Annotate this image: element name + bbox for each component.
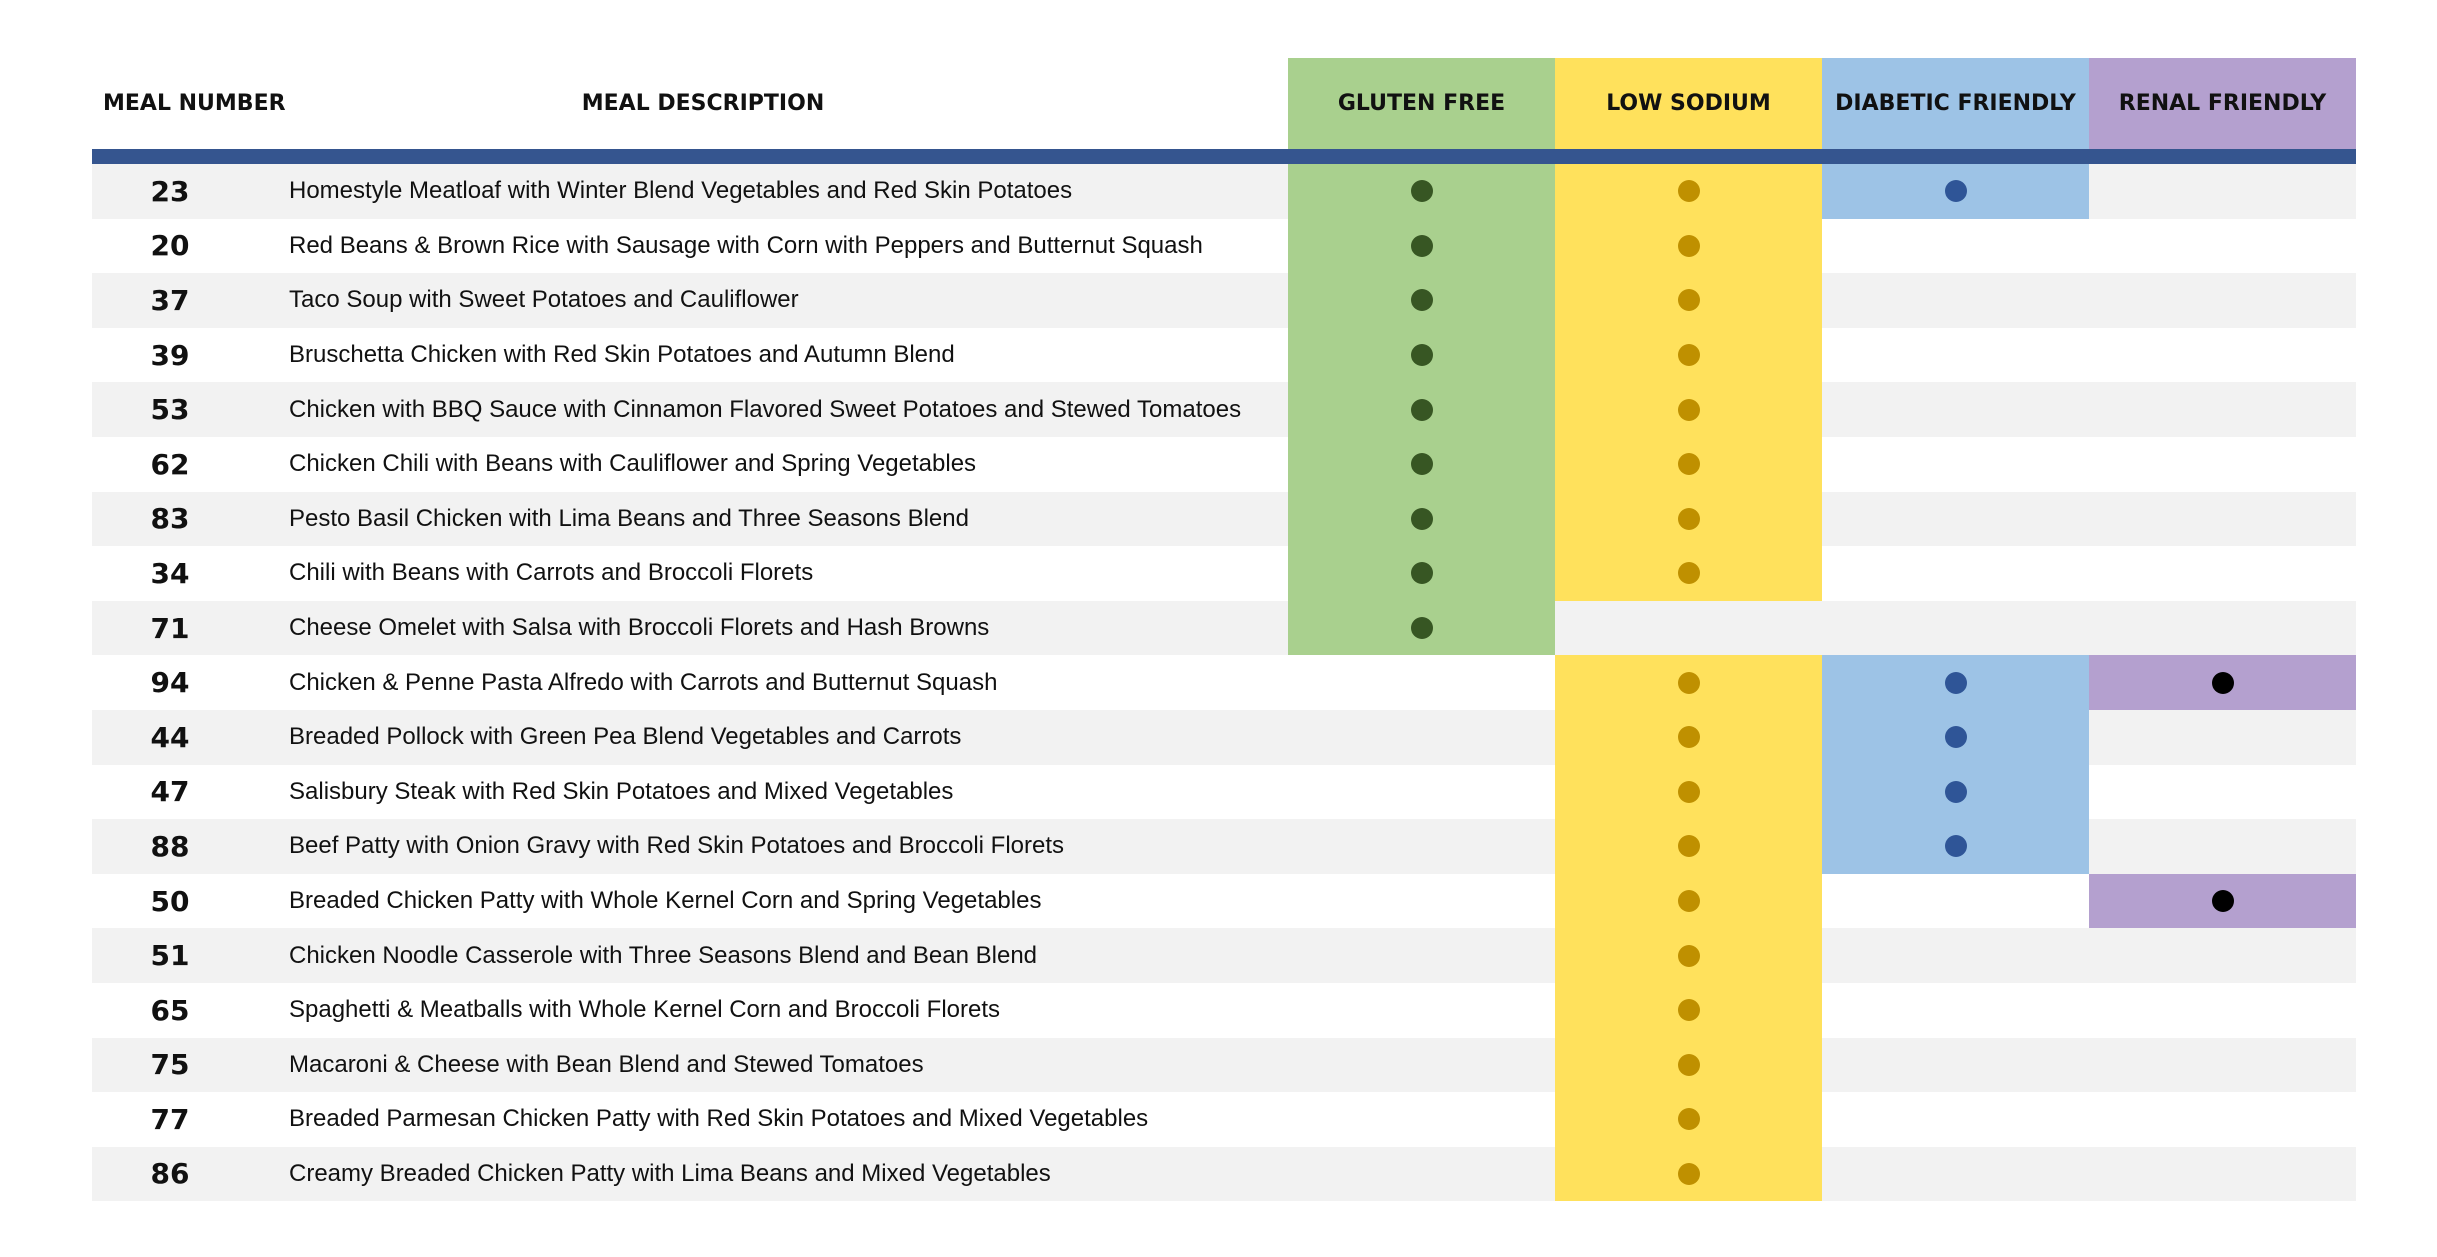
gluten-free-dot-icon <box>1411 508 1433 530</box>
table-header <box>92 58 2356 157</box>
diabetic-friendly-cell <box>1822 219 2089 274</box>
meal-description: Chicken with BBQ Sauce with Cinnamon Flavored Sweet Potatoes and Stewed Tomatoes <box>288 382 1288 437</box>
low-sodium-dot-icon <box>1678 289 1700 311</box>
low-sodium-cell <box>1555 546 1822 601</box>
renal-friendly-cell <box>2089 157 2356 219</box>
meal-description: Chicken Noodle Casserole with Three Seasons Blend and Bean Blend <box>288 928 1288 983</box>
renal-friendly-cell <box>2089 219 2356 274</box>
low-sodium-cell <box>1555 710 1822 765</box>
renal-friendly-cell <box>2089 546 2356 601</box>
meal-number: 75 <box>92 1038 288 1093</box>
low-sodium-dot-icon <box>1678 1163 1700 1185</box>
gluten-free-cell <box>1288 492 1555 547</box>
low-sodium-cell <box>1555 492 1822 547</box>
table-row <box>92 1038 2356 1093</box>
low-sodium-cell <box>1555 273 1822 328</box>
table-row <box>92 874 2356 929</box>
low-sodium-dot-icon <box>1678 726 1700 748</box>
renal-friendly-cell <box>2089 437 2356 492</box>
renal-friendly-cell <box>2089 382 2356 437</box>
low-sodium-dot-icon <box>1678 508 1700 530</box>
low-sodium-cell <box>1555 819 1822 874</box>
meal-description: Bruschetta Chicken with Red Skin Potatoes and Autumn Blend <box>288 328 1288 383</box>
table-row <box>92 492 2356 547</box>
table-row <box>92 273 2356 328</box>
meal-number: 23 <box>92 157 288 219</box>
low-sodium-cell <box>1555 874 1822 929</box>
low-sodium-header: LOW SODIUM <box>1555 58 1822 157</box>
renal-friendly-cell <box>2089 819 2356 874</box>
meal-number: 44 <box>92 710 288 765</box>
renal-friendly-cell <box>2089 1092 2356 1147</box>
gluten-free-cell <box>1288 710 1555 765</box>
low-sodium-dot-icon <box>1678 672 1700 694</box>
diabetic-friendly-cell <box>1822 1092 2089 1147</box>
table-row <box>92 983 2356 1038</box>
diabetic-friendly-cell <box>1822 983 2089 1038</box>
meal-number: 83 <box>92 492 288 547</box>
diabetic-friendly-cell <box>1822 710 2089 765</box>
meal-description-header: MEAL DESCRIPTION <box>288 58 1288 157</box>
meal-description: Homestyle Meatloaf with Winter Blend Vegetables and Red Skin Potatoes <box>288 157 1288 219</box>
table-row <box>92 819 2356 874</box>
gluten-free-cell <box>1288 1147 1555 1202</box>
meal-description: Salisbury Steak with Red Skin Potatoes and Mixed Vegetables <box>288 765 1288 820</box>
gluten-free-dot-icon <box>1411 453 1433 475</box>
header-row <box>92 58 2356 157</box>
table-row <box>92 328 2356 383</box>
meal-number: 62 <box>92 437 288 492</box>
meal-number: 94 <box>92 655 288 710</box>
meal-number: 65 <box>92 983 288 1038</box>
meal-description: Chili with Beans with Carrots and Broccoli Florets <box>288 546 1288 601</box>
diabetic-friendly-dot-icon <box>1945 180 1967 202</box>
diabetic-friendly-cell <box>1822 765 2089 820</box>
renal-friendly-cell <box>2089 983 2356 1038</box>
table-row <box>92 546 2356 601</box>
diabetic-friendly-dot-icon <box>1945 726 1967 748</box>
low-sodium-dot-icon <box>1678 835 1700 857</box>
meal-number: 39 <box>92 328 288 383</box>
gluten-free-cell <box>1288 819 1555 874</box>
low-sodium-cell <box>1555 1092 1822 1147</box>
low-sodium-dot-icon <box>1678 399 1700 421</box>
meal-description: Breaded Chicken Patty with Whole Kernel Corn and Spring Vegetables <box>288 874 1288 929</box>
low-sodium-cell <box>1555 1147 1822 1202</box>
diabetic-friendly-cell <box>1822 546 2089 601</box>
diabetic-friendly-cell <box>1822 819 2089 874</box>
low-sodium-dot-icon <box>1678 781 1700 803</box>
low-sodium-cell <box>1555 983 1822 1038</box>
diabetic-friendly-cell <box>1822 492 2089 547</box>
table-row <box>92 382 2356 437</box>
gluten-free-cell <box>1288 328 1555 383</box>
gluten-free-cell <box>1288 1092 1555 1147</box>
meal-number: 88 <box>92 819 288 874</box>
diabetic-friendly-cell <box>1822 928 2089 983</box>
meal-number: 53 <box>92 382 288 437</box>
low-sodium-dot-icon <box>1678 890 1700 912</box>
table-row <box>92 655 2356 710</box>
gluten-free-cell <box>1288 382 1555 437</box>
gluten-free-cell <box>1288 437 1555 492</box>
gluten-free-dot-icon <box>1411 180 1433 202</box>
renal-friendly-cell <box>2089 1038 2356 1093</box>
renal-friendly-cell <box>2089 765 2356 820</box>
low-sodium-dot-icon <box>1678 344 1700 366</box>
diabetic-friendly-cell <box>1822 601 2089 656</box>
gluten-free-cell <box>1288 546 1555 601</box>
meal-number: 47 <box>92 765 288 820</box>
gluten-free-dot-icon <box>1411 562 1433 584</box>
meal-description: Breaded Parmesan Chicken Patty with Red Skin Potatoes and Mixed Vegetables <box>288 1092 1288 1147</box>
gluten-free-cell <box>1288 874 1555 929</box>
gluten-free-cell <box>1288 157 1555 219</box>
renal-friendly-cell <box>2089 710 2356 765</box>
gluten-free-cell <box>1288 928 1555 983</box>
meal-description: Red Beans & Brown Rice with Sausage with Corn with Peppers and Butternut Squash <box>288 219 1288 274</box>
renal-friendly-cell <box>2089 601 2356 656</box>
renal-friendly-cell <box>2089 928 2356 983</box>
low-sodium-cell <box>1555 157 1822 219</box>
meal-description: Creamy Breaded Chicken Patty with Lima Beans and Mixed Vegetables <box>288 1147 1288 1202</box>
meal-description: Chicken Chili with Beans with Cauliflower and Spring Vegetables <box>288 437 1288 492</box>
gluten-free-header: GLUTEN FREE <box>1288 58 1555 157</box>
meal-number: 20 <box>92 219 288 274</box>
meal-description: Spaghetti & Meatballs with Whole Kernel Corn and Broccoli Florets <box>288 983 1288 1038</box>
meal-number: 51 <box>92 928 288 983</box>
diabetic-friendly-cell <box>1822 437 2089 492</box>
renal-friendly-cell <box>2089 1147 2356 1202</box>
gluten-free-cell <box>1288 983 1555 1038</box>
gluten-free-dot-icon <box>1411 289 1433 311</box>
meal-number: 50 <box>92 874 288 929</box>
low-sodium-dot-icon <box>1678 453 1700 475</box>
low-sodium-dot-icon <box>1678 1054 1700 1076</box>
renal-friendly-cell <box>2089 492 2356 547</box>
low-sodium-dot-icon <box>1678 1108 1700 1130</box>
low-sodium-dot-icon <box>1678 999 1700 1021</box>
gluten-free-cell <box>1288 273 1555 328</box>
low-sodium-cell <box>1555 1038 1822 1093</box>
table-row <box>92 928 2356 983</box>
table-row <box>92 219 2356 274</box>
table-row <box>92 1092 2356 1147</box>
meal-description: Pesto Basil Chicken with Lima Beans and Three Seasons Blend <box>288 492 1288 547</box>
low-sodium-dot-icon <box>1678 235 1700 257</box>
low-sodium-dot-icon <box>1678 945 1700 967</box>
meal-description: Breaded Pollock with Green Pea Blend Vegetables and Carrots <box>288 710 1288 765</box>
diabetic-friendly-dot-icon <box>1945 835 1967 857</box>
gluten-free-cell <box>1288 655 1555 710</box>
diabetic-friendly-dot-icon <box>1945 781 1967 803</box>
gluten-free-dot-icon <box>1411 235 1433 257</box>
gluten-free-cell <box>1288 219 1555 274</box>
table-body <box>92 157 2356 1202</box>
meal-number: 86 <box>92 1147 288 1202</box>
gluten-free-cell <box>1288 765 1555 820</box>
low-sodium-cell <box>1555 437 1822 492</box>
gluten-free-cell <box>1288 601 1555 656</box>
diabetic-friendly-dot-icon <box>1945 672 1967 694</box>
diabetic-friendly-cell <box>1822 157 2089 219</box>
diabetic-friendly-cell <box>1822 874 2089 929</box>
meal-number: 77 <box>92 1092 288 1147</box>
low-sodium-cell <box>1555 219 1822 274</box>
diabetic-friendly-cell <box>1822 382 2089 437</box>
low-sodium-dot-icon <box>1678 562 1700 584</box>
meal-description: Beef Patty with Onion Gravy with Red Skin Potatoes and Broccoli Florets <box>288 819 1288 874</box>
meal-description: Taco Soup with Sweet Potatoes and Cauliflower <box>288 273 1288 328</box>
meal-description: Cheese Omelet with Salsa with Broccoli Florets and Hash Browns <box>288 601 1288 656</box>
meal-number: 37 <box>92 273 288 328</box>
low-sodium-dot-icon <box>1678 180 1700 202</box>
renal-friendly-dot-icon <box>2212 890 2234 912</box>
diabetic-friendly-cell <box>1822 328 2089 383</box>
table-row <box>92 765 2356 820</box>
low-sodium-cell <box>1555 655 1822 710</box>
table-row <box>92 1147 2356 1202</box>
diabetic-friendly-cell <box>1822 273 2089 328</box>
low-sodium-cell <box>1555 382 1822 437</box>
low-sodium-cell <box>1555 765 1822 820</box>
meal-table <box>92 58 2356 1201</box>
renal-friendly-cell <box>2089 655 2356 710</box>
renal-friendly-dot-icon <box>2212 672 2234 694</box>
low-sodium-cell <box>1555 928 1822 983</box>
diabetic-friendly-cell <box>1822 1147 2089 1202</box>
table-row <box>92 157 2356 219</box>
renal-friendly-cell <box>2089 874 2356 929</box>
meal-description: Macaroni & Cheese with Bean Blend and Stewed Tomatoes <box>288 1038 1288 1093</box>
meal-number: 34 <box>92 546 288 601</box>
table-row <box>92 437 2356 492</box>
renal-friendly-cell <box>2089 273 2356 328</box>
low-sodium-cell <box>1555 328 1822 383</box>
gluten-free-cell <box>1288 1038 1555 1093</box>
meal-number-header: MEAL NUMBER <box>92 58 288 157</box>
table-row <box>92 601 2356 656</box>
gluten-free-dot-icon <box>1411 344 1433 366</box>
meal-number: 71 <box>92 601 288 656</box>
low-sodium-cell <box>1555 601 1822 656</box>
renal-friendly-header: RENAL FRIENDLY <box>2089 58 2356 157</box>
table-row <box>92 710 2356 765</box>
gluten-free-dot-icon <box>1411 399 1433 421</box>
renal-friendly-cell <box>2089 328 2356 383</box>
diabetic-friendly-cell <box>1822 655 2089 710</box>
gluten-free-dot-icon <box>1411 617 1433 639</box>
diabetic-friendly-header: DIABETIC FRIENDLY <box>1822 58 2089 157</box>
meal-description: Chicken & Penne Pasta Alfredo with Carrots and Butternut Squash <box>288 655 1288 710</box>
diabetic-friendly-cell <box>1822 1038 2089 1093</box>
